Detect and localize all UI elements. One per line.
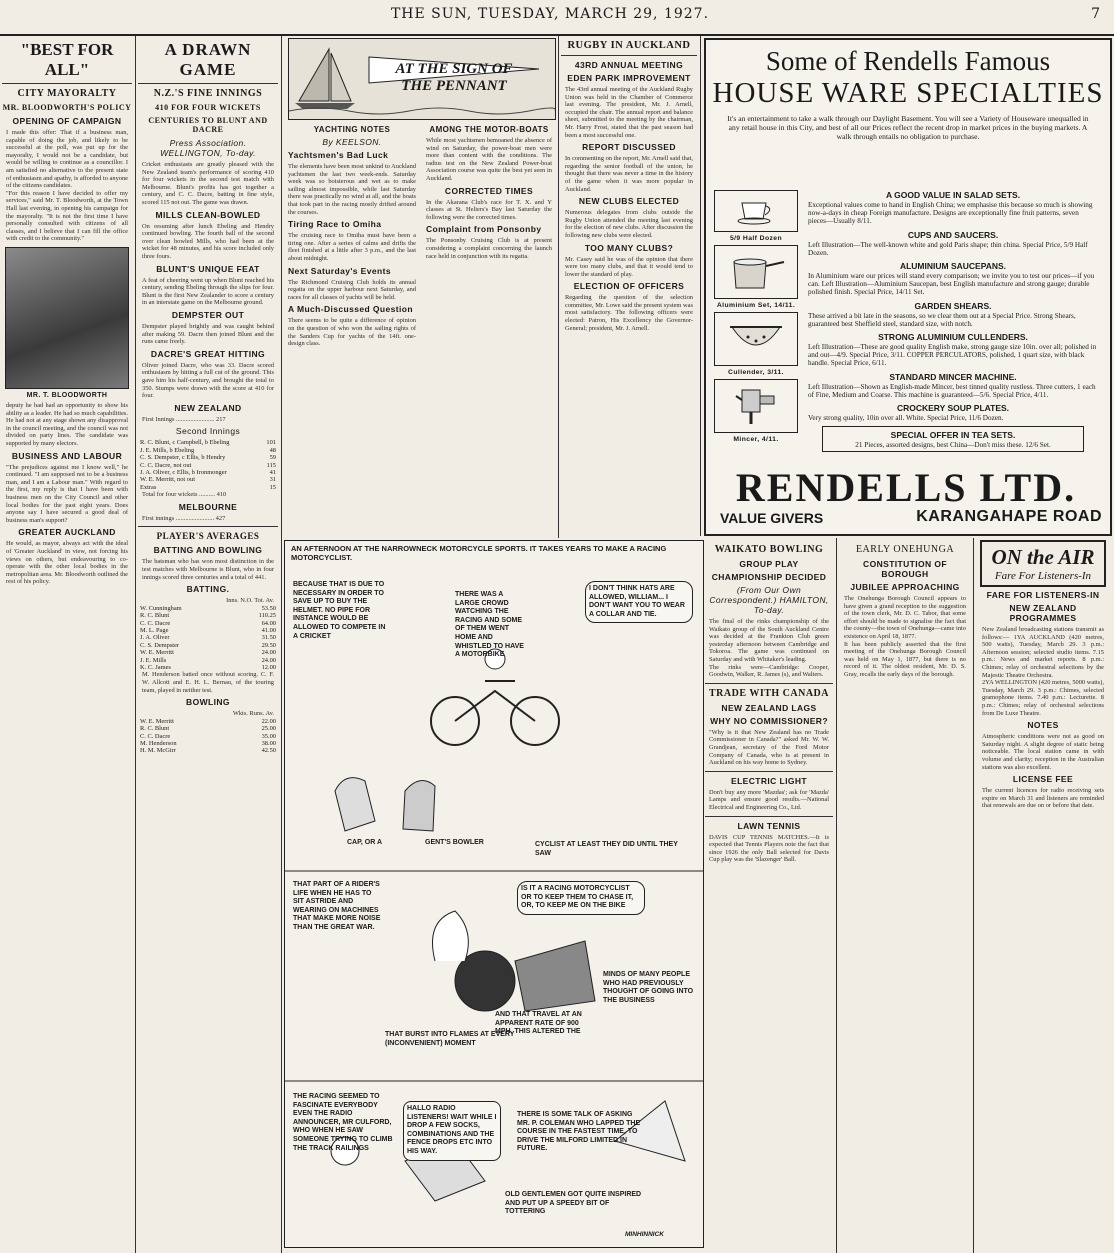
masthead-title: THE SUN, TUESDAY, MARCH 29, 1927. [390,6,710,22]
total-line: Total for four wickets .......... 410 [142,491,227,499]
cartoon-caption: THE RACING SEEMED TO FASCINATE EVERYBODY EVEN THE RADIO ANNOUNCER, MR CULFORD, WHO WHEN HE SAW SOMEONE TRYING TO CLIMB THE TRACK RAILINGS [293,1093,393,1152]
illustration-caption: Cullender, 3/11. [728,369,784,376]
paragraph: "Why is it that New Zealand has no Trade Commissioner in Canada?" asked Mr. W. W. Grandjean, secretary of the Ford Motor Company of Canada, who is at present in Auckland on his way home to Sydney. [709,728,829,767]
page-number: 7 [1091,6,1100,22]
article-mayoralty [2,36,132,1251]
paragraph: M. Henderson batted once without scoring. C. F. W. Allcott and E. H. L. Bernau, of the touring team, played in neither test. [142,671,274,694]
paragraph: 2YA WELLINGTON (420 metres, 5000 watts), Tuesday, March 29. 3 p.m.: Chimes, selected gramophone items. 7.40 p.m.: Lecturette. 8 p.m.: Chimes; relay of orchestral selections from De Luxe Theatre. [982,679,1104,717]
ad-item-heading: A GOOD VALUE IN SALAD SETS. [885,190,1021,200]
illustration-caption: Aluminium Set, 14/11. [716,302,796,309]
paragraph: Numerous delegates from clubs outside the Rugby Union attended the meeting last evening for the election of new clubs. After discussion the following new clubs were elected. [565,209,693,239]
paragraph: In commenting on the report, Mr. Arnell said that, regarding the senior football of the union, he thought that there was never a time in the history of the game when it was more popular in Auckland. [565,155,693,193]
subheading: PLAYER'S AVERAGES [156,531,260,542]
cartoon-title: AN AFTERNOON AT THE NARROWNECK MOTORCYCLE SPORTS. IT TAKES YEARS TO MAKE A RACING MOTORCYCLIST. [291,544,667,562]
table-row: J. E. Mills, b Ebeling 48 [140,446,276,454]
paragraph: New Zealand broadcasting stations transmit as follows:— 1YA AUCKLAND (420 metres, 500 watts), Tuesday, March 29. 3 p.m.: Afternoon session; selected studio items. 7.15 p.m.: News and market reports. 8 p.m.: Chimes; relay of orchestral selections by the Majestic Theatre Orchestra. [982,626,1104,679]
cup-illustration [714,190,798,232]
subheading: EDEN PARK IMPROVEMENT [567,73,691,83]
paragraph: Dempster played brightly and was caught behind after making 59. Dacre then joined Blunt and the runs came freely. [142,323,274,346]
subheading: NOTES [1027,720,1059,731]
subheading: CENTURIES TO BLUNT AND DACRE [148,116,268,135]
ad-item-text: Exceptional values come to hand in English China; we emphasise this because so much is showing now-a-days in cheap Foreign manufacture. Designs are exceptionally fine fruit patterns, seven pieces—Usually 8/11. [808,201,1093,226]
table-row: C. C. Dacre 64.00 [140,619,276,627]
on-air-subtitle: Fare For Listeners-In [994,570,1092,582]
table-row: W. E. Merritt 24.00 [140,649,276,657]
subheading: OPENING OF CAMPAIGN [12,116,122,127]
ad-item-heading: STRONG ALUMINIUM CULLENDERS. [878,332,1028,343]
ad-items [802,186,1104,462]
batting-label: BATTING. [186,584,230,595]
table-row: J. A. Oliver 31.50 [140,634,276,642]
paragraph: It has been publicly asserted that the first meeting of the Onehunga Borough Council was held on May 1, 1877, but there is no record of it. The oldest resident, Mr. D. S. Gray, recalls the early days of the borough. [844,640,966,678]
paragraph: The rinks were—Cambridge: Cooper, Goodwin, Walker, R. James (s), and Walters. [709,663,829,679]
subheading: 410 FOR FOUR WICKETS [155,103,261,113]
paragraph: The batsman who has won most distinction in the test matches with Melbourne is Blunt, who in four innings scored three centuries and a total of 441. [142,558,274,581]
second-innings-label: Second Innings [175,426,241,437]
ad-title: Some of Rendells Famous [765,46,1051,76]
ad-item-text: These arrived a bit late in the seasons, so we clear them out at a Special Price. Strong Shears, guaranteed best Sheffield steel, standard size, with notch. [808,311,1076,328]
headline: A DRAWN GAME [164,40,252,79]
scorecard-title: NEW ZEALAND [174,402,242,413]
cartoon-caption: THAT PART OF A RIDER'S LIFE WHEN HE HAS TO SIT ASTRIDE AND WEARING ON MACHINES THAT MAKE MORE NOISE THAN THE GREAT WAR. [293,881,381,931]
table-row: R. C. Blunt 110.25 [140,612,276,620]
subheading: Next Saturday's Events [288,265,391,276]
paragraph: Cricket enthusiasts are greatly pleased with the New Zealand team's performance of scoring 410 for four wickets in the second test match with Melbourne. Blunt's profits has got together a century, and C. C. Dacre, batting in fine style, scored 115 not out. The game was drawn. [142,161,274,207]
subheading: LAWN TENNIS [737,820,801,831]
speech-bubble: IS IT A RACING MOTORCYCLIST OR TO KEEP THEM TO CHASE IT, OR, TO KEEP ME ON THE BIKE [517,881,645,915]
ad-title: HOUSE WARE SPECIALTIES [712,77,1104,109]
subheading: NEW CLUBS ELECTED [578,196,680,207]
subheading: Yachtsmen's Bad Luck [288,150,389,160]
paragraph: Mr. Casey said he was of the opinion that there were too many clubs, and that it would tend to lower the standard of play. [565,255,693,278]
table-row: M. L. Page 41.00 [140,626,276,634]
paragraph: There seems to be quite a difference of opinion on the question of who won the sailing rights of the Sanders Cup for yachts of the 14ft. one-design class. [288,317,416,348]
table-row: W. E. Merritt, not out 31 [140,476,276,484]
subheading: WHY NO COMMISSIONER? [710,715,828,726]
batting-head: Inns. N.O. Tot. Av. [226,597,274,605]
paragraph: Regarding the question of the selection committee, Mr. Lowe said the present system was most satisfactory. The following officers were elected: Patron, His Excellency the Governor-General; president, Mr. J. Arnell. [565,294,693,332]
ad-item-text: 21 Pieces, assorted designs, best China—Don't miss these. 12/6 Set. [855,441,1051,450]
table-row: J. A. Oliver, c Ellis, b Ironmonger 41 [140,468,276,476]
paragraph: A feat of cheering went up when Blunt reached his century, sending Ebeling through the slips for four. Blunt is the first New Zealander to score a century in an interstate game on the Melbourne ground. [142,276,274,307]
cartoon-motorcycle-sports [284,540,704,1248]
headline: RUGBY IN AUCKLAND [567,40,691,51]
subheading: NEW ZEALAND LAGS [721,702,817,713]
paragraph: The final of the rinks championship of the Waikato group of the South Auckland Centre was decided at the Frankton Club green yesterday afternoon between Cambridge and Tokoroa. The game was continued on Saturday and with Whitaker's leading. [709,618,829,663]
ad-intro: It's an entertainment to take a walk through our Daylight Basement. You will see a Variety of Houseware unequalled in any retail house in this City, and best of all our Prices reflect the recent drop in market prices in the buying markets. A walk through entails no obligation to purchase. [727,114,1089,141]
table-row: Extras 15 [140,483,276,491]
scorecard-title: MELBOURNE [178,501,238,512]
subheading: BUSINESS AND LABOUR [11,450,123,461]
paragraph: On resuming after lunch Ebeling and Hendry continued bowling. The fourth ball of the second over clean bowled Mills, who had been at the wicket for 48 minutes, and his score included only three fours. [142,222,274,261]
column-rule [281,36,282,1253]
table-row: H. M. McGirr 42.50 [140,747,276,755]
table-row: W. Cunningham 53.50 [140,604,276,612]
table-row: W. E. Merritt 22.00 [140,717,276,725]
pennant-banner [288,38,556,120]
article-on-the-air [978,540,1108,1248]
column-rule [973,538,974,1253]
cartoon-caption: CYCLIST AT LEAST THEY DID UNTIL THEY SAW [535,841,678,857]
cartoon-caption: CAP, OR A [347,839,383,846]
subheading: NEW ZEALAND PROGRAMMES [1009,603,1077,623]
first-innings: First Innings ........................ 217 [142,415,226,423]
paragraph: The cruising race to Omiha must have been a tiring one. After a series of calms and drifts the fleet finished at a little after 3 p.m., and the last about midnight. [288,232,416,262]
pennant-title: AT THE SIGN OF THE PENNANT [395,61,513,94]
saucepan-illustration [714,245,798,299]
table-row: C. S. Dempster 29.50 [140,641,276,649]
article-waikato-bowling [705,540,833,1248]
address: KARANGAHAPE ROAD [916,508,1102,525]
cartoon-caption: BECAUSE THAT IS DUE TO NECESSARY IN ORDER TO SAVE UP TO BUY THE HELMET. NO PIPE FOR INSTANCE WOULD BE ALLOWED TO COMPETE IN A CRICKET [293,581,386,640]
column-rule [558,36,559,538]
subheading: BLUNT'S UNIQUE FEAT [156,263,260,274]
subheading: GROUP PLAY [739,559,799,569]
table-row: R. C. Blunt 25.00 [140,725,276,733]
column-rule [700,36,701,536]
table-row: J. E. Mills 24.00 [140,656,276,664]
cartoon-caption: MINDS OF MANY PEOPLE WHO HAD PREVIOUSLY THOUGHT OF GOING INTO THE BUSINESS [603,971,694,1004]
subheading: JUBILEE APPROACHING [850,582,960,592]
subheading: REPORT DISCUSSED [582,142,676,153]
portrait-photo [5,247,129,389]
saucepan-icon [726,252,786,292]
article-early-onehunga [840,540,970,790]
ad-item-text: Very strong quality, 10in over all. White. Special Price, 11/6 Dozen. [808,414,1004,423]
paragraph: While most yachtsmen bemoaned the absence of wind on Saturday, the power-boat men were more than content with the conditions. The radius test on the New Zealand Power-boat Association course was quite the best yet seen in Auckland. [426,137,552,182]
paragraph: Oliver joined Dacre, who was 33. Dacre scored enthusiasm by hitting a full cut of the ground. This gave him his half-century, and brought the total to 350. Stumps were drawn with the score at 410 for four. [142,361,274,400]
article-motor-boats [422,122,556,502]
table-row: C. C. Dacre, not out 115 [140,461,276,469]
paragraph: "For this reason I have decided to offer my services," said Mr. T. Bloodworth, at the Town Hall last evening, in opening his campaign for the mayoralty. "It is not the first time I have personally consulted with citizens of all classes, and I believe that I can fill the office with credit to the community." [6,189,128,243]
cartoonist-signature: MINHINNICK [625,1231,664,1238]
subheading: ELECTION OF OFFICERS [573,281,685,292]
subheading: CITY MAYORALTY [17,88,117,100]
ad-item-heading: CUPS AND SAUCERS. [907,229,999,240]
table-row: C. S. Dempster, c Ellis, b Hendry 59 [140,454,276,462]
column-rule [836,538,837,1253]
paragraph: The Ponsonby Cruising Club is at present considering a complaint concerning the launch race held in conjunction with its regatta. [426,237,552,260]
paragraph: The current licences for radio receiving sets expire on March 31 and listeners are reminded that renewals are due on or before that date. [982,787,1104,810]
mincer-illustration [714,379,798,433]
column-rule [135,36,136,1253]
subheading: CONSTITUTION OF BOROUGH [863,559,947,579]
table-row: K. C. James 12.00 [140,664,276,671]
on-air-title: ON the AIR [991,545,1095,569]
cartoon-caption: OLD GENTLEMEN GOT QUITE INSPIRED AND PUT UP A SPEEDY BIT OF TOTTERING [505,1191,642,1216]
headline: "BEST FOR ALL" [20,40,114,79]
cartoon-caption: AND THAT TRAVEL AT AN APPARENT RATE OF 900 MPH. THIS ALTERED THE [495,1011,582,1036]
table-row: M. Henderson 38.00 [140,740,276,747]
dateline: (From Our Own Correspondent.) HAMILTON, To-day. [709,585,829,615]
ad-item-text: In Aluminium ware our prices will stand every comparison; we invite you to test our prices—if you can. Left Illustration—Aluminium Saucepan, best English manufacture and strong gauge; durable polished finish. Special Price, 14/11 Set. [808,272,1095,297]
cartoon-caption: THAT BURST INTO FLAMES AT EVERY (INCONVENIENT) MOMENT [385,1031,515,1047]
ad-item-heading: CROCKERY SOUP PLATES. [896,403,1010,414]
ad-item-text: Left Illustration—The well-known white and gold Paris shape; thin china. Special Price, 5/9 Half Dozen. [808,240,1088,257]
table-row: C. C. Dacre 35.00 [140,732,276,740]
subheading: 43RD ANNUAL MEETING [574,60,684,70]
subheading: Complaint from Ponsonby [426,224,542,235]
on-air-box [980,540,1106,587]
byline: By KEELSON. [322,137,382,147]
table-row: R. C. Blunt, c Campbell, b Ebeling 101 [140,439,276,447]
subheading: YACHTING NOTES [313,125,391,134]
ad-item-heading: SPECIAL OFFER IN TEA SETS. [890,430,1016,441]
cartoon-caption: GENT'S BOWLER [425,839,484,846]
rendells-advertisement [704,38,1112,536]
paragraph: In the Akarana Club's race for T. X. and Y classes at St. Heliers's Bay last Saturday the following were the corrected times. [426,198,552,221]
subheading: CORRECTED TIMES [444,185,534,196]
bowling-table [138,718,278,755]
subheading: ELECTRIC LIGHT [731,775,807,786]
company-name: RENDELLS LTD. [735,465,1077,510]
subheading: GREATER AUCKLAND [18,527,116,538]
scorecard-table [138,439,278,491]
article-cricket [138,36,278,1251]
illustration-caption: Mincer, 4/11. [733,436,779,443]
headline: EARLY ONEHUNGA [855,544,955,555]
paragraph: Atmospheric conditions were not as good on Saturday night. A slight degree of static being noticeable. The local station came in with volume and clarity; reception in the Australian stations was also excellent. [982,733,1104,771]
headline: WAIKATO BOWLING [714,544,824,555]
slogan: VALUE GIVERS [720,510,824,526]
subheading: BATTING AND BOWLING [153,545,263,556]
subheading: LICENSE FEE [1012,774,1074,785]
article-yachting [284,122,420,502]
paragraph: The Richmond Cruising Club holds its annual regatta on the upper harbour next Saturday, and races for all classes of yachts will be held. [288,278,416,301]
cartoon-caption: THERE WAS A LARGE CROWD WATCHING THE RACING AND SOME OF THEM WENT HOME AND WHISTLED TO HAVE A MOTORBIKE [455,591,524,659]
illustration-caption: 5/9 Half Dozen [729,235,783,242]
subheading: DEMPSTER OUT [171,310,245,320]
subheading: MR. BLOODWORTH'S POLICY [2,103,132,113]
dateline: Press Association. WELLINGTON, To-day. [160,138,256,159]
cup-icon [736,197,776,225]
batting-table [138,605,278,672]
mincer-icon [726,384,786,428]
bowling-label: BOWLING [186,697,230,708]
subheading: AMONG THE MOTOR-BOATS [429,125,549,134]
headline: TRADE WITH CANADA [709,687,829,699]
subheading: MILLS CLEAN-BOWLED [155,209,261,220]
first-innings: First innings ........................ 427 [142,514,226,522]
cullender-icon [726,319,786,359]
paragraph: deputy he had had an opportunity to show his ability as a leader. He had so much capabilities. He had not at any stage shown any disapproval in the council meeting, and the council was not divided on party lines. The candidate was supported by many electors. [6,402,128,447]
subheading: DACRE'S GREAT HITTING [150,348,266,359]
subheading: CHAMPIONSHIP DECIDED [711,572,827,582]
subheading: A Much-Discussed Question [288,304,413,315]
cullender-illustration [714,312,798,366]
photo-caption: MR. T. BLOODWORTH [26,392,108,399]
illustrations-panel [714,190,798,460]
paragraph: The Onehunga Borough Council appears to have given a grand reception to the suggestion of the town clerk, Mr. D. C. Tabor, that some effort should be made to signalise the fact that the county—the town of Onehunga—came into existence on April 18, 1877. [844,595,966,640]
speech-bubble: I DON'T THINK HATS ARE ALLOWED, WILLIAM... I DON'T WANT YOU TO WEAR A COLLAR AND TIE. [585,581,693,623]
ad-item-heading: GARDEN SHEARS. [914,300,992,311]
bowling-head: Wkts. Runs. Av. [232,710,274,718]
cartoon-caption: THERE IS SOME TALK OF ASKING MR. P. COLEMAN WHO LAPPED THE COURSE IN THE FASTEST TIME, TO DRIVE THE MILFORD LIMITED IN FUTURE. [517,1111,641,1153]
subheading: TOO MANY CLUBS? [584,242,674,253]
speech-bubble: HALLO RADIO LISTENERS! WAIT WHILE I DROP A FEW SOCKS, COMBINATIONS AND THE FENCE DROPS ETC INTO HIS WAY. [403,1101,501,1161]
ad-item-text: Left Illustration—These are good quality English make, strong gauge size 10in. over all; polished in and out—4/9. Special Price, 3/11. COPPER PERCULATORS, polished, 1 quart size, with black handle. Special Price, 6/11. [808,343,1097,368]
paragraph: He would, as mayor, always act with the ideal of 'Greater Auckland' in view, not forcing his views on others, but endeavouring to co-operate with the other local bodies in the metropolitan area. Mr. Bloodworth outlined the rest of his policy. [6,540,128,586]
ad-item-text: Left Illustration—Shown as English-made Mincer, best tinned quality rustless. Three cutters, 1 each of Fine, Medium and Coarse. This machine is guaranteed—5/6. Special Price, 4/11. [808,382,1096,399]
subheading: N.Z.'S FINE INNINGS [153,88,263,100]
intro-paragraph: I made this offer: That if a business man, capable of doing the job, and likely to be successful at the poll, was put up for the mayoralty, I would not be a candidate, but would be willing to continue as a councillor. I am satisfied no alternative to the present state of enthusiasm and apathy, is afforded to anyone of the citizens candidates. [6,129,128,190]
article-rugby [561,36,697,502]
paragraph: The 43rd annual meeting of the Auckland Rugby Union was held in the Chamber of Commerce last evening. The president, Mr. J. Arnell, occupied the chair. The annual report and balance sheet, submitted to the meeting by the chairman, Mr. Harry Frost, stated that the past season had been a most successful one. [565,86,693,139]
subheading: FARE FOR LISTENERS-IN [986,590,1100,600]
special-offer-box [822,426,1084,452]
paragraph: DAVIS CUP TENNIS MATCHES.—It is expected that Tennis Players note the fact that since 1926 the only Ball selected for Davis Cup play was the 'Slazenger' Ball. [709,833,829,864]
ad-item-heading: STANDARD MINCER MACHINE. [889,371,1017,382]
ad-item-heading: ALUMINIUM SAUCEPANS. [899,261,1007,272]
paragraph: "The prejudices against me I know well," he continued. "I am supposed not to be a business man, and I am a Labour man." With regard to the first, my reply is that I have been with business men on the City Council and other local bodies for the past eight years. Does anyone say I have secured a good deal of business man's support? [6,463,128,524]
subheading: Tiring Race to Omiha [288,219,382,230]
paragraph: Don't buy any more 'Mazdas'; ask for 'Mazda' Lamps and ensure good results.—National Electrical and Engineering Co., Ltd. [709,788,829,811]
paragraph: The elements have been most unkind to Auckland yachtsmen the last two week-ends. Saturday week was so boisterous and wet as to make sailing almost impossible, while last Saturday there was practically no wind at all, and the boats that took part in the racing mostly drifted around the courses. [288,163,416,216]
